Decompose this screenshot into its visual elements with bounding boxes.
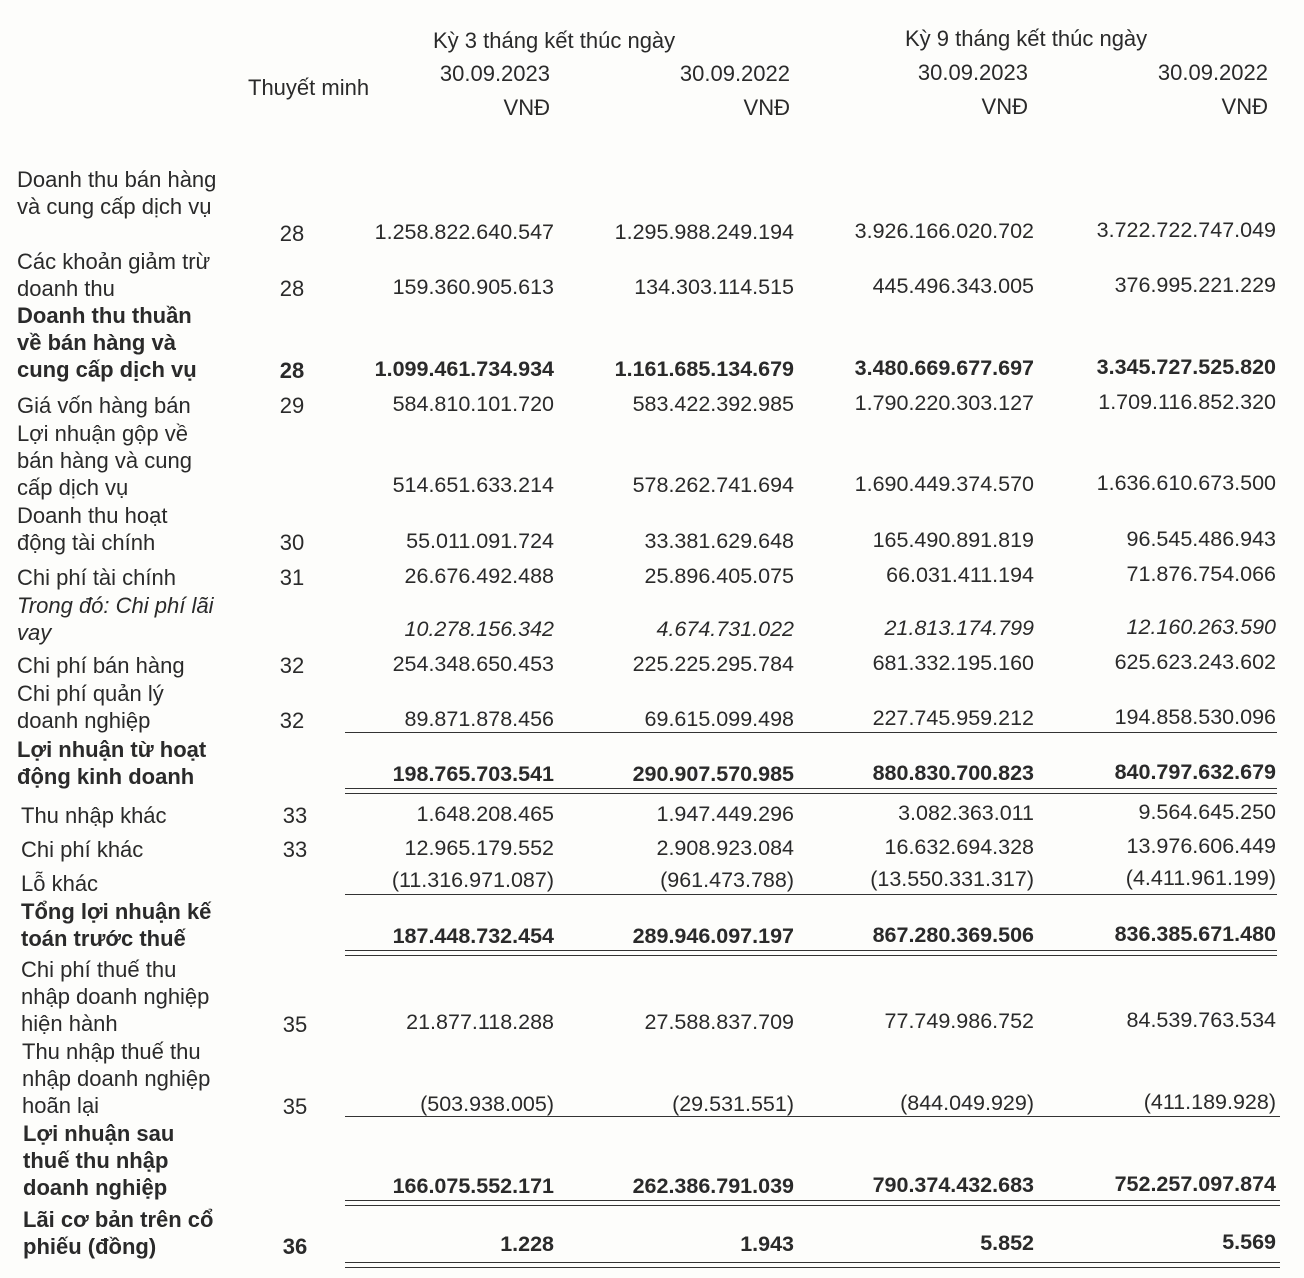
row-value: 1.709.116.852.320 (1098, 390, 1276, 414)
row-value: 12.965.179.552 (404, 836, 554, 860)
row-value: 254.348.650.453 (392, 652, 554, 676)
row-value: 3.480.669.677.697 (854, 356, 1034, 380)
period1-title: Kỳ 3 tháng kết thúc ngày (433, 28, 676, 53)
row-label: Doanh thu bán hàng và cung cấp dịch vụ (17, 167, 217, 219)
row-value: 194.858.530.096 (1114, 705, 1276, 729)
row-label: Lãi cơ bản trên cổ phiếu (đồng) (23, 1207, 214, 1259)
row-value: 69.615.099.498 (644, 707, 794, 731)
row-value: 2.908.923.084 (656, 836, 794, 860)
row-value: 1.228 (500, 1232, 554, 1256)
row-value: 514.651.633.214 (392, 473, 554, 497)
row-value: 96.545.486.943 (1126, 527, 1276, 551)
row-note: 33 (282, 803, 308, 828)
row-value: 33.381.629.648 (644, 529, 794, 553)
row-value: 625.623.243.602 (1114, 650, 1276, 674)
row-value: 4.674.731.022 (656, 617, 794, 641)
row-label: Chi phí bán hàng (17, 653, 185, 678)
subtotal-rule (345, 894, 1277, 895)
row-value: 5.852 (980, 1231, 1034, 1255)
period2-title: Kỳ 9 tháng kết thúc ngày (905, 26, 1148, 51)
row-value: 289.946.097.197 (632, 924, 794, 948)
row-value: (13.550.331.317) (870, 867, 1034, 891)
row-label: Chi phí quản lý doanh nghiệp (17, 681, 164, 733)
row-value: 13.976.606.449 (1126, 834, 1276, 858)
row-label: Chi phí thuế thu nhập doanh nghiệp hiện hành (21, 957, 210, 1036)
row-value: 578.262.741.694 (632, 473, 794, 497)
row-value: 26.676.492.488 (404, 564, 554, 588)
row-note: 31 (279, 565, 305, 590)
row-value: (844.049.929) (900, 1091, 1034, 1115)
row-value: (29.531.551) (672, 1092, 794, 1116)
date-col1: 30.09.2023 (439, 61, 550, 86)
double-rule (345, 1200, 1280, 1206)
row-label: Tổng lợi nhuận kế toán trước thuế (21, 899, 212, 951)
row-value: 16.632.694.328 (884, 835, 1034, 859)
row-value: 21.813.174.799 (884, 616, 1034, 640)
row-note: 32 (279, 708, 305, 733)
row-note: 30 (279, 530, 305, 555)
currency-col2: VNĐ (743, 95, 790, 120)
row-label: Thu nhập khác (21, 803, 167, 828)
row-label: Lợi nhuận từ hoạt động kinh doanh (17, 737, 207, 789)
row-value: 9.564.645.250 (1138, 800, 1276, 824)
row-note: 35 (282, 1094, 308, 1119)
row-note: 36 (282, 1234, 308, 1259)
row-value: 3.926.166.020.702 (854, 219, 1034, 243)
double-rule (345, 788, 1277, 794)
row-label: Các khoản giảm trừ doanh thu (17, 249, 211, 301)
row-value: 1.790.220.303.127 (854, 391, 1034, 415)
row-value: 159.360.905.613 (392, 275, 554, 299)
row-value: 840.797.632.679 (1114, 760, 1276, 784)
date-col3: 30.09.2023 (917, 60, 1028, 85)
row-value: 89.871.878.456 (404, 707, 554, 731)
row-value: 445.496.343.005 (872, 274, 1034, 298)
row-label: Lợi nhuận sau thuế thu nhập doanh nghiệp (23, 1121, 175, 1200)
row-note: 29 (279, 393, 305, 418)
subtotal-rule (345, 732, 1277, 733)
date-col2: 30.09.2022 (679, 61, 790, 86)
row-value: 867.280.369.506 (872, 923, 1034, 947)
row-value: 1.161.685.134.679 (614, 357, 794, 381)
row-value: 5.569 (1222, 1230, 1276, 1254)
row-value: 77.749.986.752 (884, 1009, 1034, 1033)
row-value: (11.316.971.087) (391, 868, 554, 892)
row-value: 227.745.959.212 (872, 706, 1034, 730)
row-label: Lợi nhuận gộp về bán hàng và cung cấp dịch vụ (17, 421, 192, 500)
row-value: (503.938.005) (420, 1092, 554, 1116)
row-label: Lỗ khác (21, 871, 99, 896)
row-value: 187.448.732.454 (392, 924, 554, 948)
row-value: (4.411.961.199) (1125, 866, 1276, 890)
currency-col3: VNĐ (981, 94, 1028, 119)
row-value: 1.099.461.734.934 (374, 357, 554, 381)
note-column-header: Thuyết minh (248, 75, 370, 100)
row-value: (411.189.928) (1143, 1090, 1276, 1114)
double-rule (345, 1262, 1280, 1268)
row-value: 376.995.221.229 (1114, 273, 1276, 297)
subtotal-rule (345, 1116, 1280, 1117)
row-value: 583.422.392.985 (632, 392, 794, 416)
row-label: Trong đó: Chi phí lãi vay (17, 593, 214, 645)
row-value: 134.303.114.515 (634, 275, 794, 299)
row-label: Doanh thu thuần về bán hàng và cung cấp dịch vụ (17, 303, 197, 382)
currency-col1: VNĐ (503, 95, 550, 120)
row-value: 836.385.671.480 (1114, 922, 1276, 946)
row-value: 198.765.703.541 (392, 762, 554, 786)
row-value: 262.386.791.039 (632, 1174, 794, 1198)
row-value: 752.257.097.874 (1114, 1172, 1276, 1196)
date-col4: 30.09.2022 (1157, 60, 1268, 85)
row-label: Doanh thu hoạt động tài chính (17, 503, 168, 555)
row-value: 84.539.763.534 (1126, 1008, 1276, 1032)
row-value: 27.588.837.709 (644, 1010, 794, 1034)
row-note: 33 (282, 837, 308, 862)
row-value: 880.830.700.823 (872, 761, 1034, 785)
row-note: 28 (279, 358, 305, 383)
row-label: Chi phí tài chính (17, 565, 176, 590)
row-value: 55.011.091.724 (406, 529, 554, 553)
row-value: 1.258.822.640.547 (374, 220, 554, 244)
row-value: 1.943 (740, 1232, 794, 1256)
row-value: 790.374.432.683 (872, 1173, 1034, 1197)
row-value: 1.690.449.374.570 (854, 472, 1034, 496)
row-value: 1.648.208.465 (416, 802, 554, 826)
row-value: 290.907.570.985 (632, 762, 794, 786)
row-value: 25.896.405.075 (644, 564, 794, 588)
row-value: 1.636.610.673.500 (1096, 471, 1276, 495)
row-value: 21.877.118.288 (406, 1010, 554, 1034)
row-value: 166.075.552.171 (392, 1174, 554, 1198)
double-rule (345, 950, 1277, 956)
row-value: 1.947.449.296 (656, 802, 794, 826)
currency-col4: VNĐ (1221, 94, 1268, 119)
row-value: 3.722.722.747.049 (1096, 218, 1276, 242)
row-value: 12.160.263.590 (1126, 615, 1276, 639)
row-note: 35 (282, 1012, 308, 1037)
row-label: Giá vốn hàng bán (17, 393, 191, 418)
row-value: (961.473.788) (660, 868, 794, 892)
row-note: 28 (279, 276, 305, 301)
row-value: 681.332.195.160 (872, 651, 1034, 675)
row-label: Chi phí khác (21, 837, 144, 862)
row-value: 3.345.727.525.820 (1096, 355, 1276, 379)
row-value: 584.810.101.720 (392, 392, 554, 416)
row-value: 71.876.754.066 (1126, 562, 1276, 586)
row-note: 32 (279, 653, 305, 678)
row-value: 10.278.156.342 (404, 617, 554, 641)
row-value: 1.295.988.249.194 (614, 220, 794, 244)
row-note: 28 (279, 221, 305, 246)
row-label: Thu nhập thuế thu nhập doanh nghiệp hoãn lại (22, 1039, 211, 1118)
row-value: 165.490.891.819 (872, 528, 1034, 552)
row-value: 66.031.411.194 (886, 563, 1034, 587)
row-value: 225.225.295.784 (632, 652, 794, 676)
row-value: 3.082.363.011 (898, 801, 1034, 825)
